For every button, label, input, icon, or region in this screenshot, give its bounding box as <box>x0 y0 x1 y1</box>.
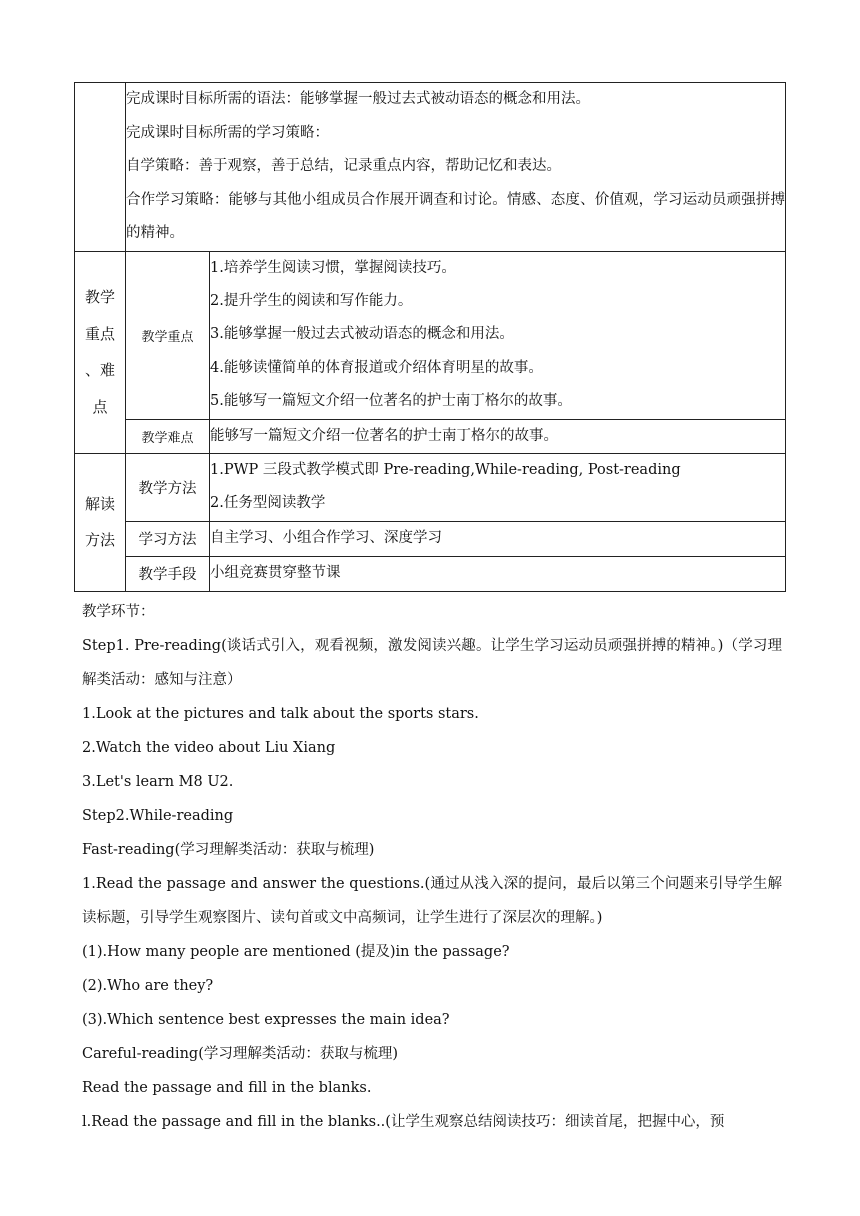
activity-line: 1.Look at the pictures and talk about the sports stars. <box>82 706 479 722</box>
activity-line: 1.Read the passage and answer the questions.(通过从浅入深的提问，最后以第三个问题来引导学生解读标题，引导学生观察图片、读句首或文中高频词，让学生进行了深层次的理解。) <box>82 876 782 926</box>
teaching-means-row <box>75 556 786 591</box>
key-points-cell <box>210 251 786 419</box>
objectives-left-cell <box>75 83 126 252</box>
key-point-item: 3.能够掌握一般过去式被动语态的概念和用法。 <box>210 326 514 343</box>
teaching-method-label: 教学方法 <box>126 453 210 521</box>
difficult-point-label: 教学难点 <box>126 419 210 453</box>
objective-line: 合作学习策略：能够与其他小组成员合作展开调查和讨论。情感、态度、价值观，学习运动员顽强拼搏的精神。 <box>126 191 785 241</box>
objective-line: 完成课时目标所需的语法：能够掌握一般过去式被动语态的概念和用法。 <box>126 91 590 107</box>
learning-method-cell <box>210 521 786 556</box>
step-heading: Step1. Pre-reading(谈话式引入，观看视频，激发阅读兴趣。让学生学习运动员顽强拼搏的精神。)（学习理解类活动：感知与注意） <box>82 638 782 688</box>
key-point-item: 5.能够写一篇短文介绍一位著名的护士南丁格尔的故事。 <box>210 393 572 410</box>
question-line: (2).Who are they? <box>82 978 214 994</box>
section-label-char: 、难 <box>84 361 115 380</box>
sub-heading: Careful-reading(学习理解类活动：获取与梳理) <box>82 1046 399 1062</box>
section-label-char: 重点 <box>84 324 115 343</box>
difficult-point-row <box>75 419 786 453</box>
objectives-cell <box>126 83 786 252</box>
section-label-char: 方法 <box>84 531 115 550</box>
key-point-item: 1.培养学生阅读习惯，掌握阅读技巧。 <box>210 259 456 276</box>
activity-line: Read the passage and fill in the blanks. <box>82 1080 372 1096</box>
sub-heading: Fast-reading(学习理解类活动：获取与梳理) <box>82 842 375 858</box>
learning-method-row <box>75 521 786 556</box>
learning-method-label: 学习方法 <box>126 521 210 556</box>
key-point-item: 4.能够读懂简单的体育报道或介绍体育明星的故事。 <box>210 359 543 376</box>
teaching-method-item: 1.PWP 三段式教学模式即 Pre-reading,While-reading, Post-reading <box>210 462 681 479</box>
teaching-methods-row <box>75 453 786 521</box>
question-line: (3).Which sentence best expresses the main idea? <box>82 1012 450 1028</box>
activity-line: 2.Watch the video about Liu Xiang <box>82 740 336 756</box>
teaching-methods-cell <box>210 453 786 521</box>
teaching-means-label: 教学手段 <box>126 556 210 591</box>
key-point-item: 2.提升学生的阅读和写作能力。 <box>210 292 413 309</box>
lesson-steps-body <box>82 595 782 1139</box>
section-label-char: 点 <box>92 397 108 416</box>
activity-line: l.Read the passage and fill in the blanks..(让学生观察总结阅读技巧：细读首尾，把握中心，预 <box>82 1114 725 1130</box>
methods-section-label <box>75 453 126 591</box>
key-difficult-section-label <box>75 251 126 453</box>
objective-line: 自学策略：善于观察，善于总结，记录重点内容，帮助记忆和表达。 <box>126 158 561 174</box>
key-points-label: 教学重点 <box>126 251 210 419</box>
teaching-means-text: 小组竞赛贯穿整节课 <box>210 565 341 582</box>
question-line: (1).How many people are mentioned (提及)in the passage? <box>82 944 510 960</box>
step-heading: Step2.While-reading <box>82 808 234 824</box>
teaching-means-cell <box>210 556 786 591</box>
activity-line: 3.Let's learn M8 U2. <box>82 774 234 790</box>
objectives-row <box>75 83 786 252</box>
objective-line: 完成课时目标所需的学习策略： <box>126 124 329 141</box>
teaching-method-item: 2.任务型阅读教学 <box>210 495 326 512</box>
lesson-plan-table <box>74 82 786 592</box>
learning-method-text: 自主学习、小组合作学习、深度学习 <box>210 530 442 547</box>
section-label-char: 解读 <box>84 494 115 513</box>
key-points-row <box>75 251 786 419</box>
difficult-point-cell <box>210 419 786 453</box>
difficult-point-text: 能够写一篇短文介绍一位著名的护士南丁格尔的故事。 <box>210 427 558 444</box>
section-label-char: 教学 <box>84 288 115 307</box>
section-heading: 教学环节： <box>82 604 155 620</box>
